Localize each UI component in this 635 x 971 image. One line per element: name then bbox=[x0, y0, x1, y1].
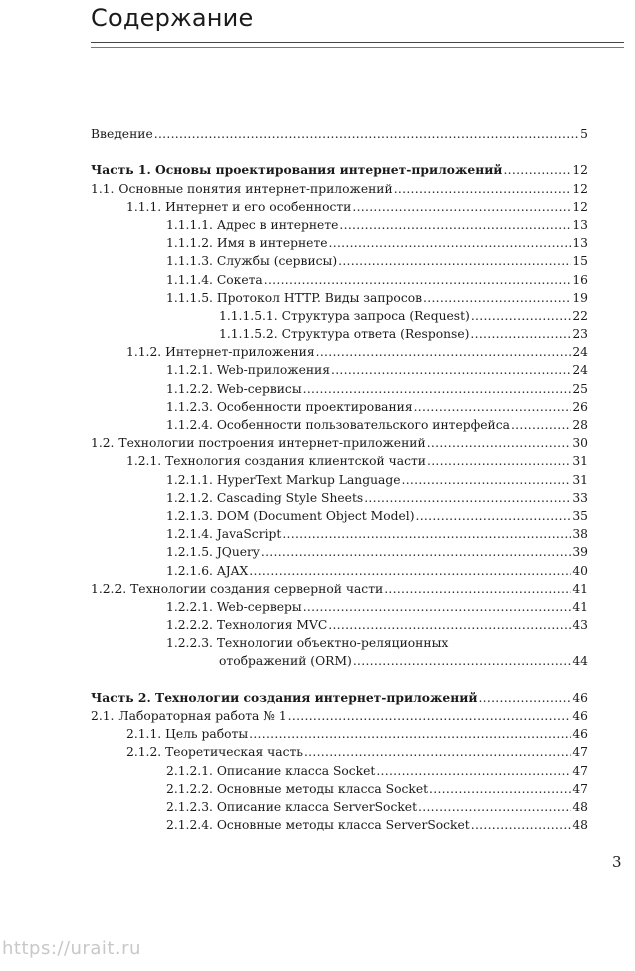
toc-entry[interactable] bbox=[91, 271, 588, 289]
toc-leader-dots bbox=[288, 707, 572, 725]
toc-entry[interactable] bbox=[91, 252, 588, 270]
toc-entry-label: 1.1.2.1. Web-приложения bbox=[166, 363, 330, 378]
toc-entry-page: 24 bbox=[572, 363, 588, 378]
toc-leader-dots bbox=[303, 380, 572, 398]
toc-entry-page: 15 bbox=[572, 254, 588, 269]
toc-entry[interactable] bbox=[91, 616, 588, 634]
toc-entry-label: 1.1.1.4. Сокета bbox=[166, 272, 263, 287]
toc-leader-dots bbox=[394, 180, 572, 198]
toc-entry[interactable] bbox=[91, 743, 588, 761]
toc-entry[interactable] bbox=[91, 380, 588, 398]
toc-leader-dots bbox=[282, 525, 571, 543]
toc-entry[interactable] bbox=[91, 580, 588, 598]
toc-entry-line1: 1.2.2.3. Технологии объектно-реляционных bbox=[166, 636, 449, 651]
toc-entry-page: 33 bbox=[572, 490, 588, 505]
toc-entry[interactable] bbox=[91, 198, 588, 216]
toc-entry-label: 1.2.1. Технология создания клиентской части bbox=[126, 454, 426, 469]
toc-entry-page: 44 bbox=[572, 654, 588, 669]
toc-entry-page: 47 bbox=[572, 745, 588, 760]
toc-leader-dots bbox=[316, 343, 572, 361]
header-rule-top bbox=[91, 42, 624, 43]
toc-entry[interactable] bbox=[91, 489, 588, 507]
toc-entry-page: 13 bbox=[572, 236, 588, 251]
toc-entry-label: 1.1.1.2. Имя в интернете bbox=[166, 236, 328, 251]
toc-entry-page: 24 bbox=[572, 345, 588, 360]
toc-part-heading[interactable] bbox=[91, 161, 588, 179]
toc-entry[interactable] bbox=[91, 452, 588, 470]
toc-entry-label: 1.1.1.5.1. Структура запроса (Request) bbox=[219, 308, 470, 323]
toc-entry[interactable] bbox=[91, 307, 588, 325]
toc-entry[interactable] bbox=[91, 816, 588, 834]
toc-leader-dots bbox=[303, 598, 572, 616]
toc-leader-dots bbox=[427, 452, 571, 470]
toc-leader-dots bbox=[264, 271, 572, 289]
toc-entry-label: 1.2.1.5. JQuery bbox=[166, 545, 260, 560]
toc-entry-label: 1.1.1.3. Службы (сервисы) bbox=[166, 254, 338, 269]
toc-entry[interactable] bbox=[91, 652, 588, 670]
toc-entry-label: 2.1.2.3. Описание класса ServerSocket bbox=[166, 799, 418, 814]
toc-entry-page: 12 bbox=[572, 199, 588, 214]
toc-entry-label: 1.2. Технологии построения интернет-приложений bbox=[91, 436, 426, 451]
toc-entry-label: 1.1. Основные понятия интернет-приложений bbox=[91, 181, 393, 196]
toc-entry-label: 1.2.2. Технологии создания серверной части bbox=[91, 581, 384, 596]
toc-entry[interactable] bbox=[91, 543, 588, 561]
toc-entry[interactable] bbox=[91, 707, 588, 725]
toc-entry[interactable] bbox=[91, 416, 588, 434]
toc-leader-dots bbox=[427, 434, 572, 452]
toc-entry-page: 13 bbox=[572, 217, 588, 232]
toc-entry-label: 1.1.2. Интернет-приложения bbox=[126, 345, 315, 360]
toc-leader-dots bbox=[364, 489, 571, 507]
toc-entry[interactable] bbox=[91, 343, 588, 361]
toc-entry-label: 1.1.2.3. Особенности проектирования bbox=[166, 399, 413, 414]
toc-leader-dots bbox=[511, 416, 571, 434]
toc-entry-label: 2.1.2.1. Описание класса Socket bbox=[166, 763, 376, 778]
page-title: Содержание bbox=[91, 4, 254, 32]
watermark-url: https://urait.ru bbox=[2, 938, 141, 959]
toc-entry[interactable] bbox=[91, 434, 588, 452]
toc-entry-page: 41 bbox=[572, 599, 588, 614]
toc-entry-page: 39 bbox=[572, 545, 588, 560]
toc-entry-page: 23 bbox=[572, 327, 588, 342]
toc-entry[interactable] bbox=[91, 507, 588, 525]
toc-leader-dots bbox=[352, 198, 571, 216]
toc-entry-page: 47 bbox=[572, 763, 588, 778]
toc-entry-label: 1.1.1.5.2. Структура ответа (Response) bbox=[219, 327, 470, 342]
toc-entry-label: 1.2.1.3. DOM (Document Object Model) bbox=[166, 508, 415, 523]
toc-entry-label: 2.1. Лабораторная работа № 1 bbox=[91, 709, 287, 723]
toc-entry-page: 26 bbox=[572, 399, 588, 414]
toc-leader-dots bbox=[331, 361, 571, 379]
toc-entry-page: 47 bbox=[572, 781, 588, 796]
toc-entry-page: 48 bbox=[572, 799, 588, 814]
toc-leader-dots bbox=[470, 325, 571, 343]
table-of-contents bbox=[91, 125, 588, 834]
toc-entry-page: 43 bbox=[572, 618, 588, 633]
toc-entry-page: 22 bbox=[572, 308, 588, 323]
toc-entry[interactable] bbox=[91, 562, 588, 580]
toc-leader-dots bbox=[261, 543, 571, 561]
toc-entry[interactable] bbox=[91, 125, 588, 143]
toc-leader-dots bbox=[304, 743, 571, 761]
toc-leader-dots bbox=[478, 689, 571, 707]
toc-entry-label: 1.2.2.2. Технология MVC bbox=[166, 618, 328, 633]
toc-leader-dots bbox=[471, 816, 572, 834]
toc-entry[interactable] bbox=[91, 471, 588, 489]
toc-entry[interactable] bbox=[91, 234, 588, 252]
toc-entry-label: 1.1.1.5. Протокол HTTP. Виды запросов bbox=[166, 290, 423, 305]
toc-entry-page: 5 bbox=[580, 127, 588, 141]
toc-entry[interactable] bbox=[91, 180, 588, 198]
toc-entry-page: 40 bbox=[572, 563, 588, 578]
toc-entry[interactable] bbox=[91, 525, 588, 543]
toc-leader-dots bbox=[328, 616, 571, 634]
toc-leader-dots bbox=[423, 289, 571, 307]
toc-leader-dots bbox=[338, 252, 571, 270]
toc-leader-dots bbox=[249, 725, 571, 743]
toc-leader-dots bbox=[154, 125, 579, 143]
toc-entry-page: 12 bbox=[572, 181, 588, 196]
toc-entry-label: 1.2.1.1. HyperText Markup Language bbox=[166, 472, 401, 487]
toc-entry-page: 31 bbox=[572, 454, 588, 469]
toc-entry-label: 1.2.1.2. Cascading Style Sheets bbox=[166, 490, 364, 505]
toc-leader-dots bbox=[329, 234, 572, 252]
toc-entry[interactable] bbox=[91, 798, 588, 816]
toc-entry[interactable] bbox=[91, 289, 588, 307]
toc-entry-label: 1.1.1.1. Адрес в интернете bbox=[166, 217, 339, 232]
toc-leader-dots bbox=[353, 652, 572, 670]
toc-entry-label: 1.1.1. Интернет и его особенности bbox=[126, 199, 352, 214]
toc-entry-label: 2.1.2.2. Основные методы класса Socket bbox=[166, 781, 429, 796]
header-rule-bottom bbox=[91, 47, 624, 48]
toc-entry-label: 1.1.2.4. Особенности пользовательского интерфейса bbox=[166, 418, 510, 432]
toc-entry-label: 1.2.1.4. JavaScript bbox=[166, 527, 282, 542]
toc-entry-page: 35 bbox=[572, 508, 588, 523]
toc-entry[interactable] bbox=[91, 398, 588, 416]
toc-entry[interactable] bbox=[91, 325, 588, 343]
toc-leader-dots bbox=[414, 398, 572, 416]
toc-leader-dots bbox=[471, 307, 572, 325]
toc-entry-page: 30 bbox=[572, 436, 588, 451]
toc-entry-page: 31 bbox=[572, 472, 588, 487]
toc-leader-dots bbox=[503, 161, 571, 179]
toc-entry-page: 48 bbox=[572, 818, 588, 833]
toc-entry-page: 41 bbox=[572, 581, 588, 596]
toc-leader-dots bbox=[384, 580, 571, 598]
toc-entry[interactable] bbox=[91, 725, 588, 743]
toc-entry-page: 25 bbox=[572, 381, 588, 396]
toc-part-heading[interactable] bbox=[91, 689, 588, 707]
toc-entry-label: 1.1.2.2. Web-сервисы bbox=[166, 381, 302, 396]
toc-entry-label: отображений (ORM) bbox=[219, 654, 352, 669]
page-number: 3 bbox=[612, 853, 622, 871]
toc-entry-page: 28 bbox=[572, 418, 588, 432]
toc-entry-label: Часть 1. Основы проектирования интернет-приложений bbox=[91, 162, 503, 178]
toc-entry-label: 1.2.1.6. AJAX bbox=[166, 563, 249, 578]
toc-entry-label: 2.1.2. Теоретическая часть bbox=[126, 745, 303, 760]
toc-entry[interactable] bbox=[91, 598, 588, 616]
toc-entry-label: Введение bbox=[91, 127, 153, 141]
toc-entry-label: 1.2.2.1. Web-серверы bbox=[166, 599, 302, 614]
toc-entry[interactable] bbox=[91, 762, 588, 780]
toc-leader-dots bbox=[376, 762, 571, 780]
toc-entry-label: Часть 2. Технологии создания интернет-приложений bbox=[91, 689, 478, 705]
toc-entry-page: 12 bbox=[572, 163, 588, 178]
toc-entry[interactable] bbox=[91, 780, 588, 798]
toc-entry[interactable] bbox=[91, 361, 588, 379]
toc-leader-dots bbox=[249, 562, 571, 580]
toc-entry-page: 38 bbox=[572, 527, 588, 542]
toc-leader-dots bbox=[418, 798, 571, 816]
toc-entry[interactable] bbox=[91, 216, 588, 234]
toc-leader-dots bbox=[416, 507, 572, 525]
toc-entry-page: 46 bbox=[572, 709, 588, 723]
toc-entry-page: 19 bbox=[572, 290, 588, 305]
toc-entry-label: 2.1.2.4. Основные методы класса ServerSocket bbox=[166, 818, 470, 833]
toc-entry-page: 16 bbox=[572, 272, 588, 287]
toc-entry-label: 2.1.1. Цель работы bbox=[126, 727, 249, 742]
toc-leader-dots bbox=[402, 471, 572, 489]
toc-leader-dots bbox=[429, 780, 571, 798]
toc-entry-page: 46 bbox=[572, 690, 588, 705]
toc-entry-page: 46 bbox=[572, 727, 588, 742]
toc-leader-dots bbox=[339, 216, 571, 234]
